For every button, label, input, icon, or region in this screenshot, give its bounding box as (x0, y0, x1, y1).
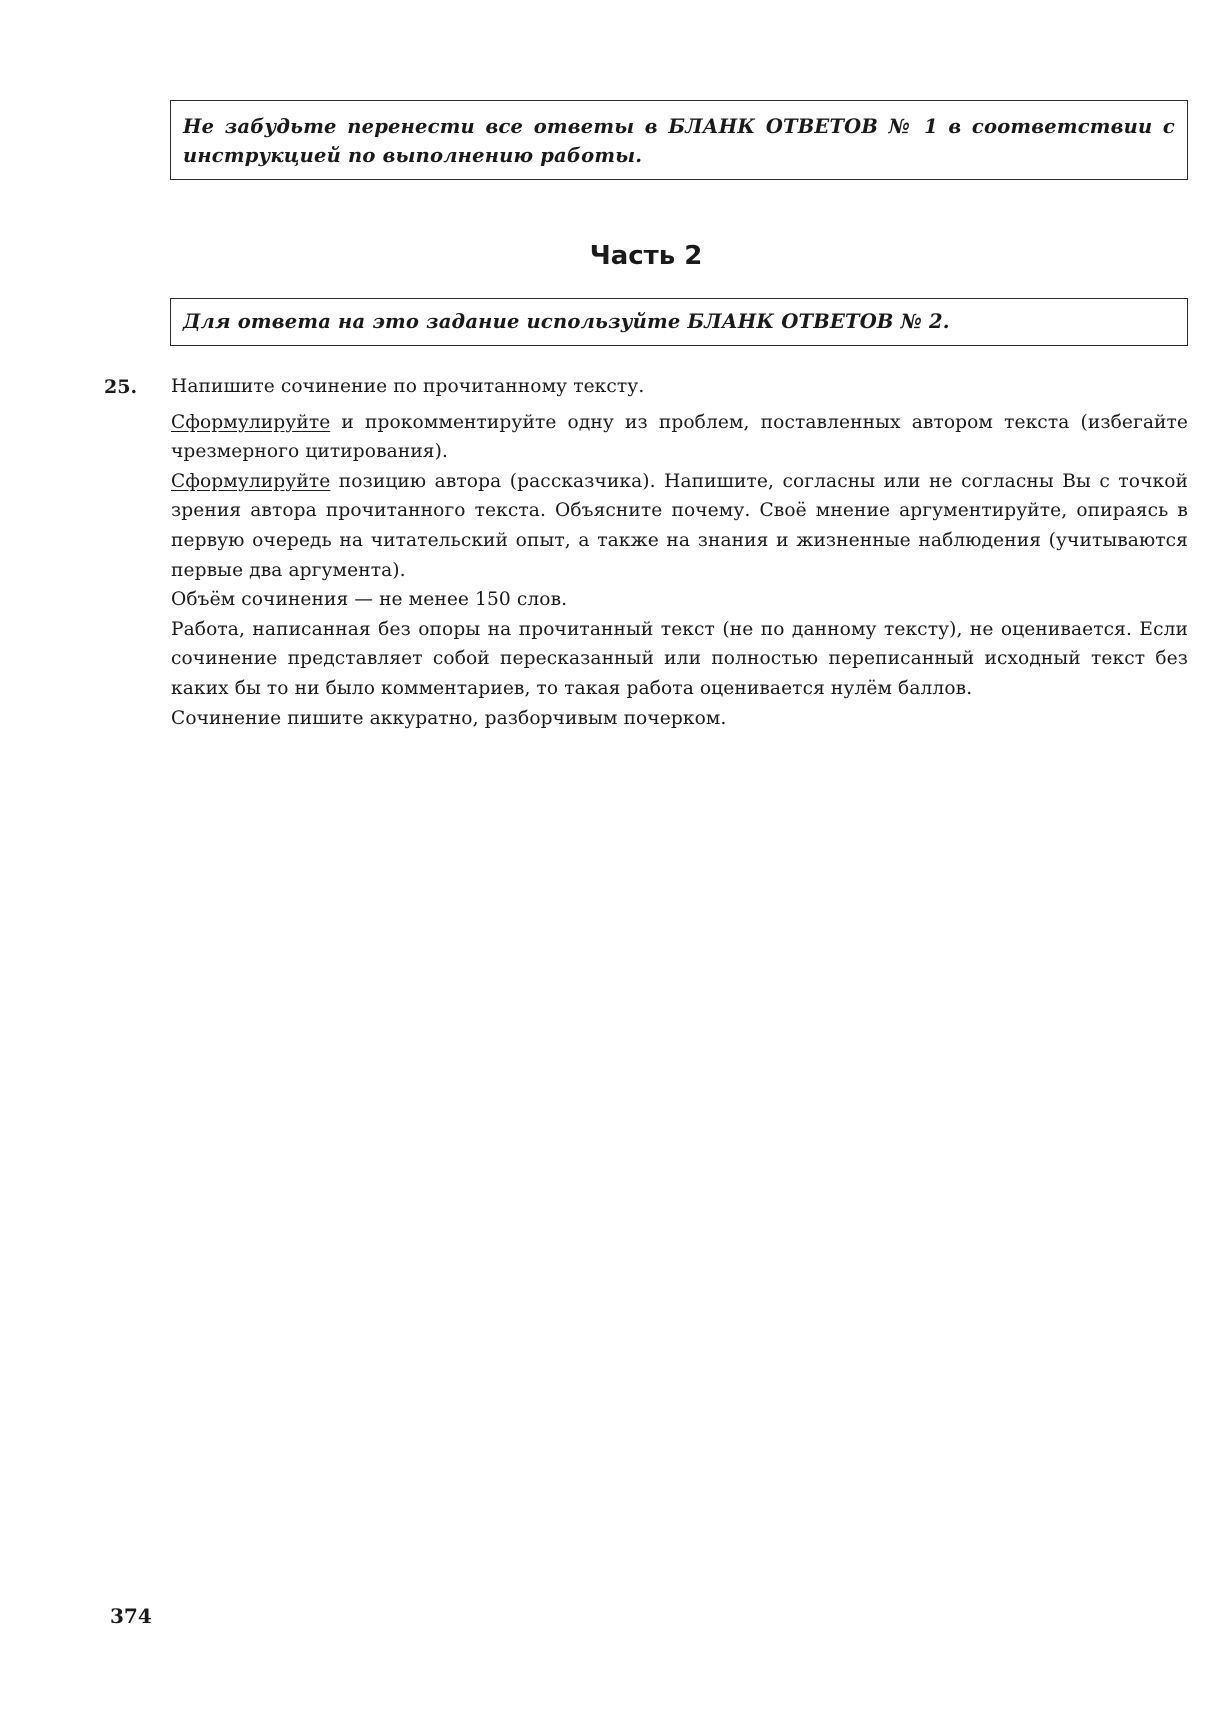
answer-sheet-instruction (170, 298, 1188, 346)
transfer-answers-notice (170, 100, 1188, 180)
task-paragraph-problem (171, 408, 1188, 467)
notice-text: Не забудьте перенести все ответы в БЛАНК ОТВЕТОВ № 1 в соответствии с инструкцией по выполнению работы. (183, 115, 1175, 167)
task-paragraph-position-text: позицию автора (рассказчика). Напишите, согласны или не согласны Вы с точкой зрения автора прочитанного текста. Объясните почему. Своё мнение аргументируйте, опираясь в первую очередь на читательский опыт, а также на знания и жизненные наблюдения (учитываются первые два аргумента). (171, 470, 1188, 581)
task-keyword-formulate: Сформулируйте (171, 411, 331, 433)
task-paragraph-problem-text: и прокомментируйте одну из проблем, поставленных автором текста (избегайте чрезмерного цитирования). (171, 411, 1188, 463)
task-evaluation-rule: Работа, написанная без опоры на прочитанный текст (не по данному тексту), не оценивается. Если сочинение представляет собой пересказанный или полностью переписанный исходный текст без каких бы то ни было комментариев, то такая работа оценивается нулём баллов. (171, 618, 1188, 699)
task-handwriting-note: Сочинение пишите аккуратно, разборчивым почерком. (171, 707, 727, 729)
instruction-text: Для ответа на это задание используйте БЛАНК ОТВЕТОВ № 2. (183, 310, 950, 333)
part-heading: Часть 2 (589, 241, 703, 271)
task-paragraph-position (171, 467, 1188, 585)
task-keyword-formulate: Сформулируйте (171, 470, 331, 492)
task-body (171, 372, 1188, 733)
task-volume: Объём сочинения — не менее 150 слов. (171, 589, 568, 611)
page-number: 374 (110, 1604, 152, 1628)
task-number: 25. (104, 376, 138, 398)
task-intro: Напишите сочинение по прочитанному тексту. (171, 376, 645, 397)
